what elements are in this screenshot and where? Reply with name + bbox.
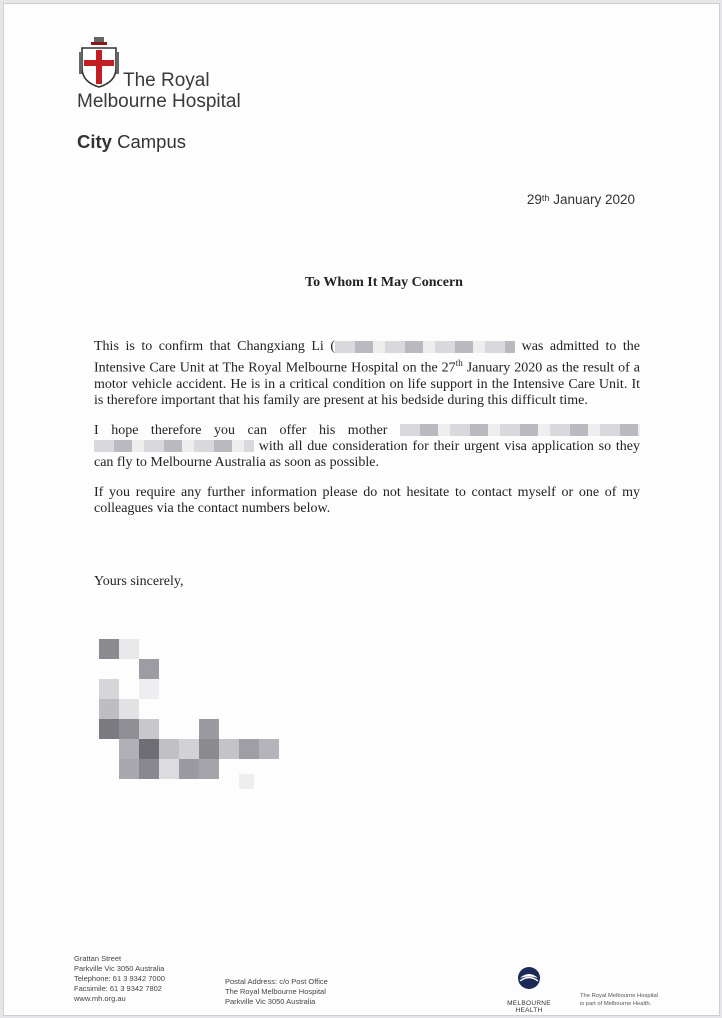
letter-page [3,3,720,1016]
date-rest: January 2020 [553,192,635,207]
p2-part-a: I hope therefore you can offer his mother [94,422,388,438]
redacted-block [400,424,640,436]
melbourne-health-logo-icon [493,966,565,992]
campus-bold: City [77,131,112,152]
p2-part-b: with all due consideration for their urgent visa application so they can fly to Melbourne Australia as soon as possible. [94,438,640,470]
brand-line-1: The Royal [123,70,210,91]
melbourne-health-logo [493,966,565,1014]
p1-part-b: was admitted to the Intensive Care Unit at The Royal Melbourne Hospital on the 27 [94,339,641,376]
note-line: is part of Melbourne Health. [580,1001,652,1007]
letter-body [94,339,640,531]
letter-subject: To Whom It May Concern [305,275,463,290]
note-line: The Royal Melbourne Hospital [580,993,658,999]
footer-line: www.mh.org.au [74,994,126,1003]
paragraph-3: If you require any further information please do not hesitate to contact myself or one of my colleagues via the contact numbers below. [94,484,640,516]
campus-rest: Campus [117,131,186,152]
footer-line: Postal Address: c/o Post Office [225,977,328,986]
footer-postal [225,977,328,1007]
pixelated-signature-icon [99,639,279,789]
brand-line-2: Melbourne Hospital [77,91,241,112]
footer-line: Telephone: 61 3 9342 7000 [74,974,165,983]
campus-label [77,131,186,153]
p1-sup: th [455,358,463,368]
paragraph-2 [94,423,640,471]
melbourne-health-note [580,992,658,1008]
footer-address [74,954,165,1004]
footer-line: Grattan Street [74,954,122,963]
footer-line: Parkville Vic 3050 Australia [225,997,316,1006]
p1-part-a: This is to confirm that Changxiang Li ( [94,339,336,354]
hospital-name [77,70,241,112]
closing: Yours sincerely, [94,574,184,589]
footer-line: The Royal Melbourne Hospital [225,987,326,996]
date-day: 29 [526,192,542,207]
paragraph-1 [94,339,640,409]
footer-line: Facsimile: 61 3 9342 7802 [74,984,162,993]
p1-part-c: January 2020 as the result of a motor vehicle accident. He is in a critical condition on life support in the Intensive Care Unit. It is therefore important that his family are present at his bedside during this difficult time. [94,360,640,408]
redacted-block [94,440,254,452]
letter-date [527,192,635,207]
redacted-block [335,341,515,353]
date-suffix: th [541,193,550,203]
footer-line: Parkville Vic 3050 Australia [74,964,165,973]
melbourne-health-text: MELBOURNE HEALTH [507,1000,551,1014]
